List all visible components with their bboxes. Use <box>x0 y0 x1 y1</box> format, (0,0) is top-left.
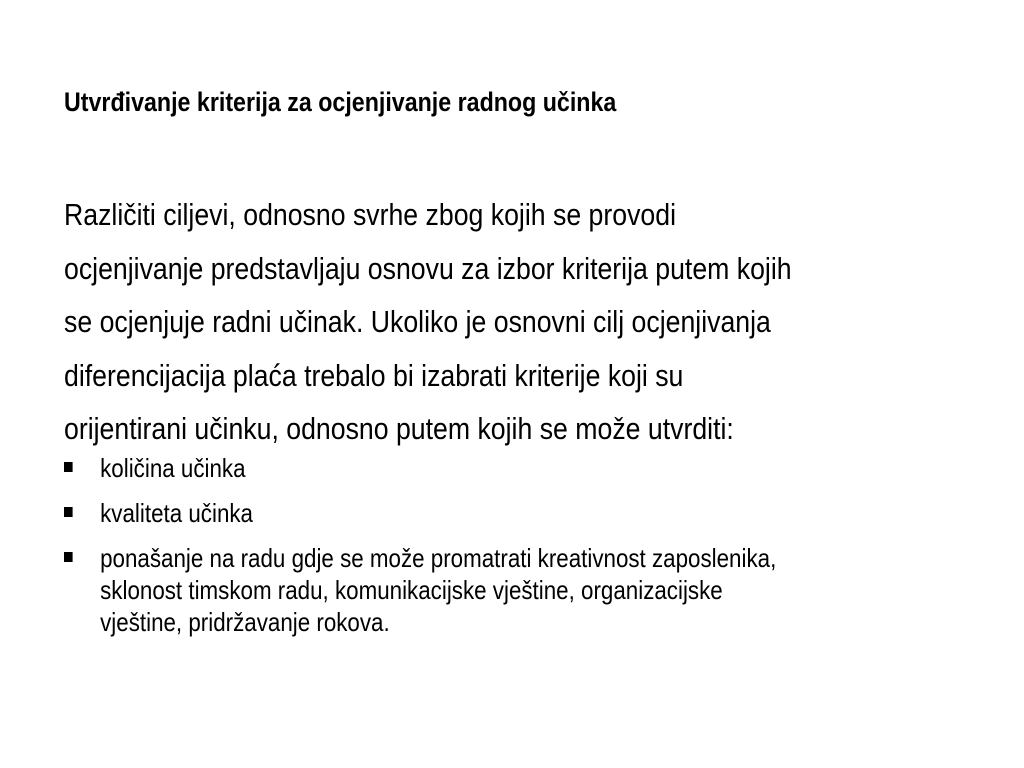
body-paragraph <box>64 188 958 456</box>
paragraph-line: se ocjenjuje radni učinak. Ukoliko je osnovni cilj ocjenjivanja <box>64 304 771 339</box>
bullet-text: sklonost timskom radu, komunikacijske vještine, organizacijske <box>100 575 723 605</box>
square-bullet-icon <box>64 462 73 472</box>
paragraph-line: ocjenjivanje predstavljaju osnovu za izbor kriterija putem kojih <box>64 250 792 286</box>
paragraph-line: Različiti ciljevi, odnosno svrhe zbog kojih se provodi <box>64 197 676 232</box>
bullet-list <box>64 452 958 651</box>
square-bullet-icon <box>64 552 73 562</box>
bullet-text: vještine, pridržavanje rokova. <box>100 607 390 637</box>
square-bullet-icon <box>64 507 73 517</box>
bullet-item-kolicina <box>64 452 958 484</box>
slide-title: Utvrđivanje kriterija za ocjenjivanje radnog učinka <box>64 87 617 117</box>
bullet-text: količina učinka <box>100 453 246 483</box>
paragraph-line: diferencijacija plaća trebalo bi izabrati kriterije koji su <box>64 357 684 393</box>
paragraph-line: orijentirani učinku, odnosno putem kojih se može utvrditi: <box>64 411 734 446</box>
bullet-item-kvaliteta <box>64 497 958 529</box>
bullet-item-ponasanje <box>64 542 958 638</box>
bullet-text: kvaliteta učinka <box>100 498 253 528</box>
bullet-text: ponašanje na radu gdje se može promatrati kreativnost zaposlenika, <box>100 543 777 573</box>
